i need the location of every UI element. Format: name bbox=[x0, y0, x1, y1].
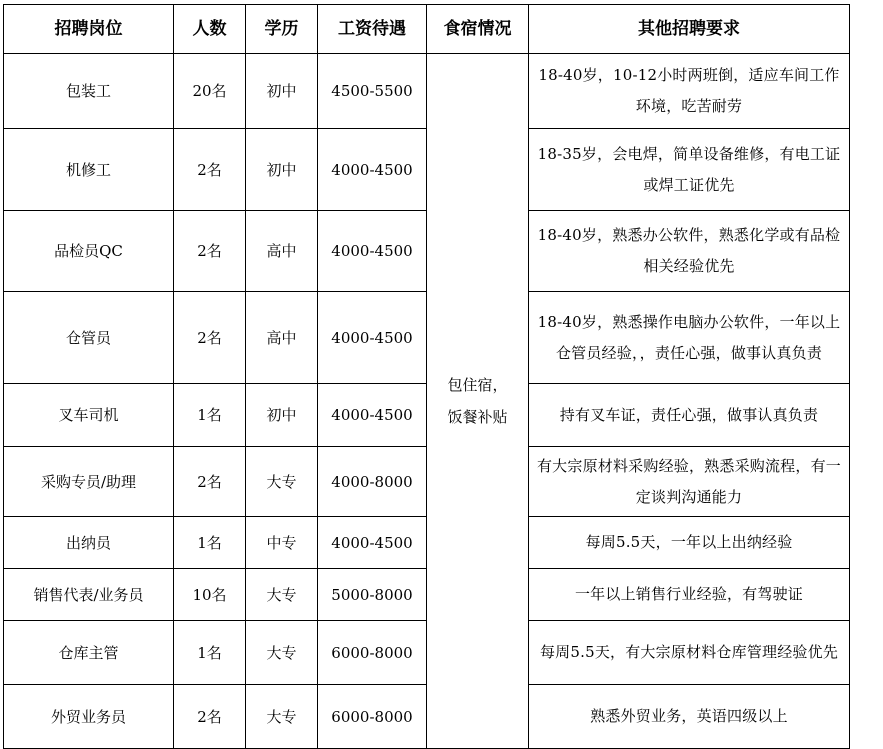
count-cell: 2名 bbox=[174, 129, 246, 211]
salary-cell: 5000-8000 bbox=[318, 569, 427, 621]
salary-cell: 4000-4500 bbox=[318, 129, 427, 211]
education-cell: 中专 bbox=[246, 517, 318, 569]
header-salary: 工资待遇 bbox=[318, 5, 427, 54]
salary-cell: 4000-4500 bbox=[318, 292, 427, 384]
count-cell: 20名 bbox=[174, 54, 246, 129]
salary-cell: 4000-4500 bbox=[318, 384, 427, 447]
position-cell: 出纳员 bbox=[4, 517, 174, 569]
position-cell: 机修工 bbox=[4, 129, 174, 211]
position-cell: 仓库主管 bbox=[4, 621, 174, 685]
count-cell: 1名 bbox=[174, 384, 246, 447]
count-cell: 1名 bbox=[174, 517, 246, 569]
salary-cell: 6000-8000 bbox=[318, 621, 427, 685]
position-cell: 采购专员/助理 bbox=[4, 447, 174, 517]
education-cell: 大专 bbox=[246, 447, 318, 517]
position-cell: 叉车司机 bbox=[4, 384, 174, 447]
position-cell: 品检员QC bbox=[4, 211, 174, 292]
position-cell: 仓管员 bbox=[4, 292, 174, 384]
education-cell: 高中 bbox=[246, 211, 318, 292]
requirements-cell: 熟悉外贸业务，英语四级以上 bbox=[529, 685, 850, 749]
salary-cell: 4500-5500 bbox=[318, 54, 427, 129]
requirements-cell: 18-40岁，10-12小时两班倒，适应车间工作环境，吃苦耐劳 bbox=[529, 54, 850, 129]
recruitment-table-wrapper bbox=[3, 4, 850, 749]
header-requirements: 其他招聘要求 bbox=[529, 5, 850, 54]
education-cell: 初中 bbox=[246, 54, 318, 129]
header-education: 学历 bbox=[246, 5, 318, 54]
count-cell: 2名 bbox=[174, 447, 246, 517]
salary-cell: 4000-4500 bbox=[318, 211, 427, 292]
count-cell: 10名 bbox=[174, 569, 246, 621]
requirements-cell: 一年以上销售行业经验，有驾驶证 bbox=[529, 569, 850, 621]
salary-cell: 4000-8000 bbox=[318, 447, 427, 517]
requirements-cell: 18-40岁，熟悉办公软件，熟悉化学或有品检相关经验优先 bbox=[529, 211, 850, 292]
header-row bbox=[4, 5, 850, 54]
education-cell: 大专 bbox=[246, 569, 318, 621]
education-cell: 大专 bbox=[246, 621, 318, 685]
position-cell: 销售代表/业务员 bbox=[4, 569, 174, 621]
requirements-cell: 持有叉车证，责任心强，做事认真负责 bbox=[529, 384, 850, 447]
education-cell: 初中 bbox=[246, 129, 318, 211]
board-cell: 包住宿，饭餐补贴 bbox=[427, 54, 529, 749]
salary-cell: 6000-8000 bbox=[318, 685, 427, 749]
requirements-cell: 每周5.5天，一年以上出纳经验 bbox=[529, 517, 850, 569]
count-cell: 1名 bbox=[174, 621, 246, 685]
table-row bbox=[4, 54, 850, 129]
position-cell: 包装工 bbox=[4, 54, 174, 129]
requirements-cell: 每周5.5天，有大宗原材料仓库管理经验优先 bbox=[529, 621, 850, 685]
recruitment-table bbox=[3, 4, 850, 749]
header-count: 人数 bbox=[174, 5, 246, 54]
education-cell: 初中 bbox=[246, 384, 318, 447]
requirements-cell: 18-35岁，会电焊，简单设备维修，有电工证或焊工证优先 bbox=[529, 129, 850, 211]
count-cell: 2名 bbox=[174, 685, 246, 749]
count-cell: 2名 bbox=[174, 292, 246, 384]
position-cell: 外贸业务员 bbox=[4, 685, 174, 749]
education-cell: 大专 bbox=[246, 685, 318, 749]
requirements-cell: 有大宗原材料采购经验，熟悉采购流程，有一定谈判沟通能力 bbox=[529, 447, 850, 517]
education-cell: 高中 bbox=[246, 292, 318, 384]
count-cell: 2名 bbox=[174, 211, 246, 292]
header-board: 食宿情况 bbox=[427, 5, 529, 54]
header-position: 招聘岗位 bbox=[4, 5, 174, 54]
salary-cell: 4000-4500 bbox=[318, 517, 427, 569]
requirements-cell: 18-40岁，熟悉操作电脑办公软件，一年以上仓管员经验，，责任心强，做事认真负责 bbox=[529, 292, 850, 384]
